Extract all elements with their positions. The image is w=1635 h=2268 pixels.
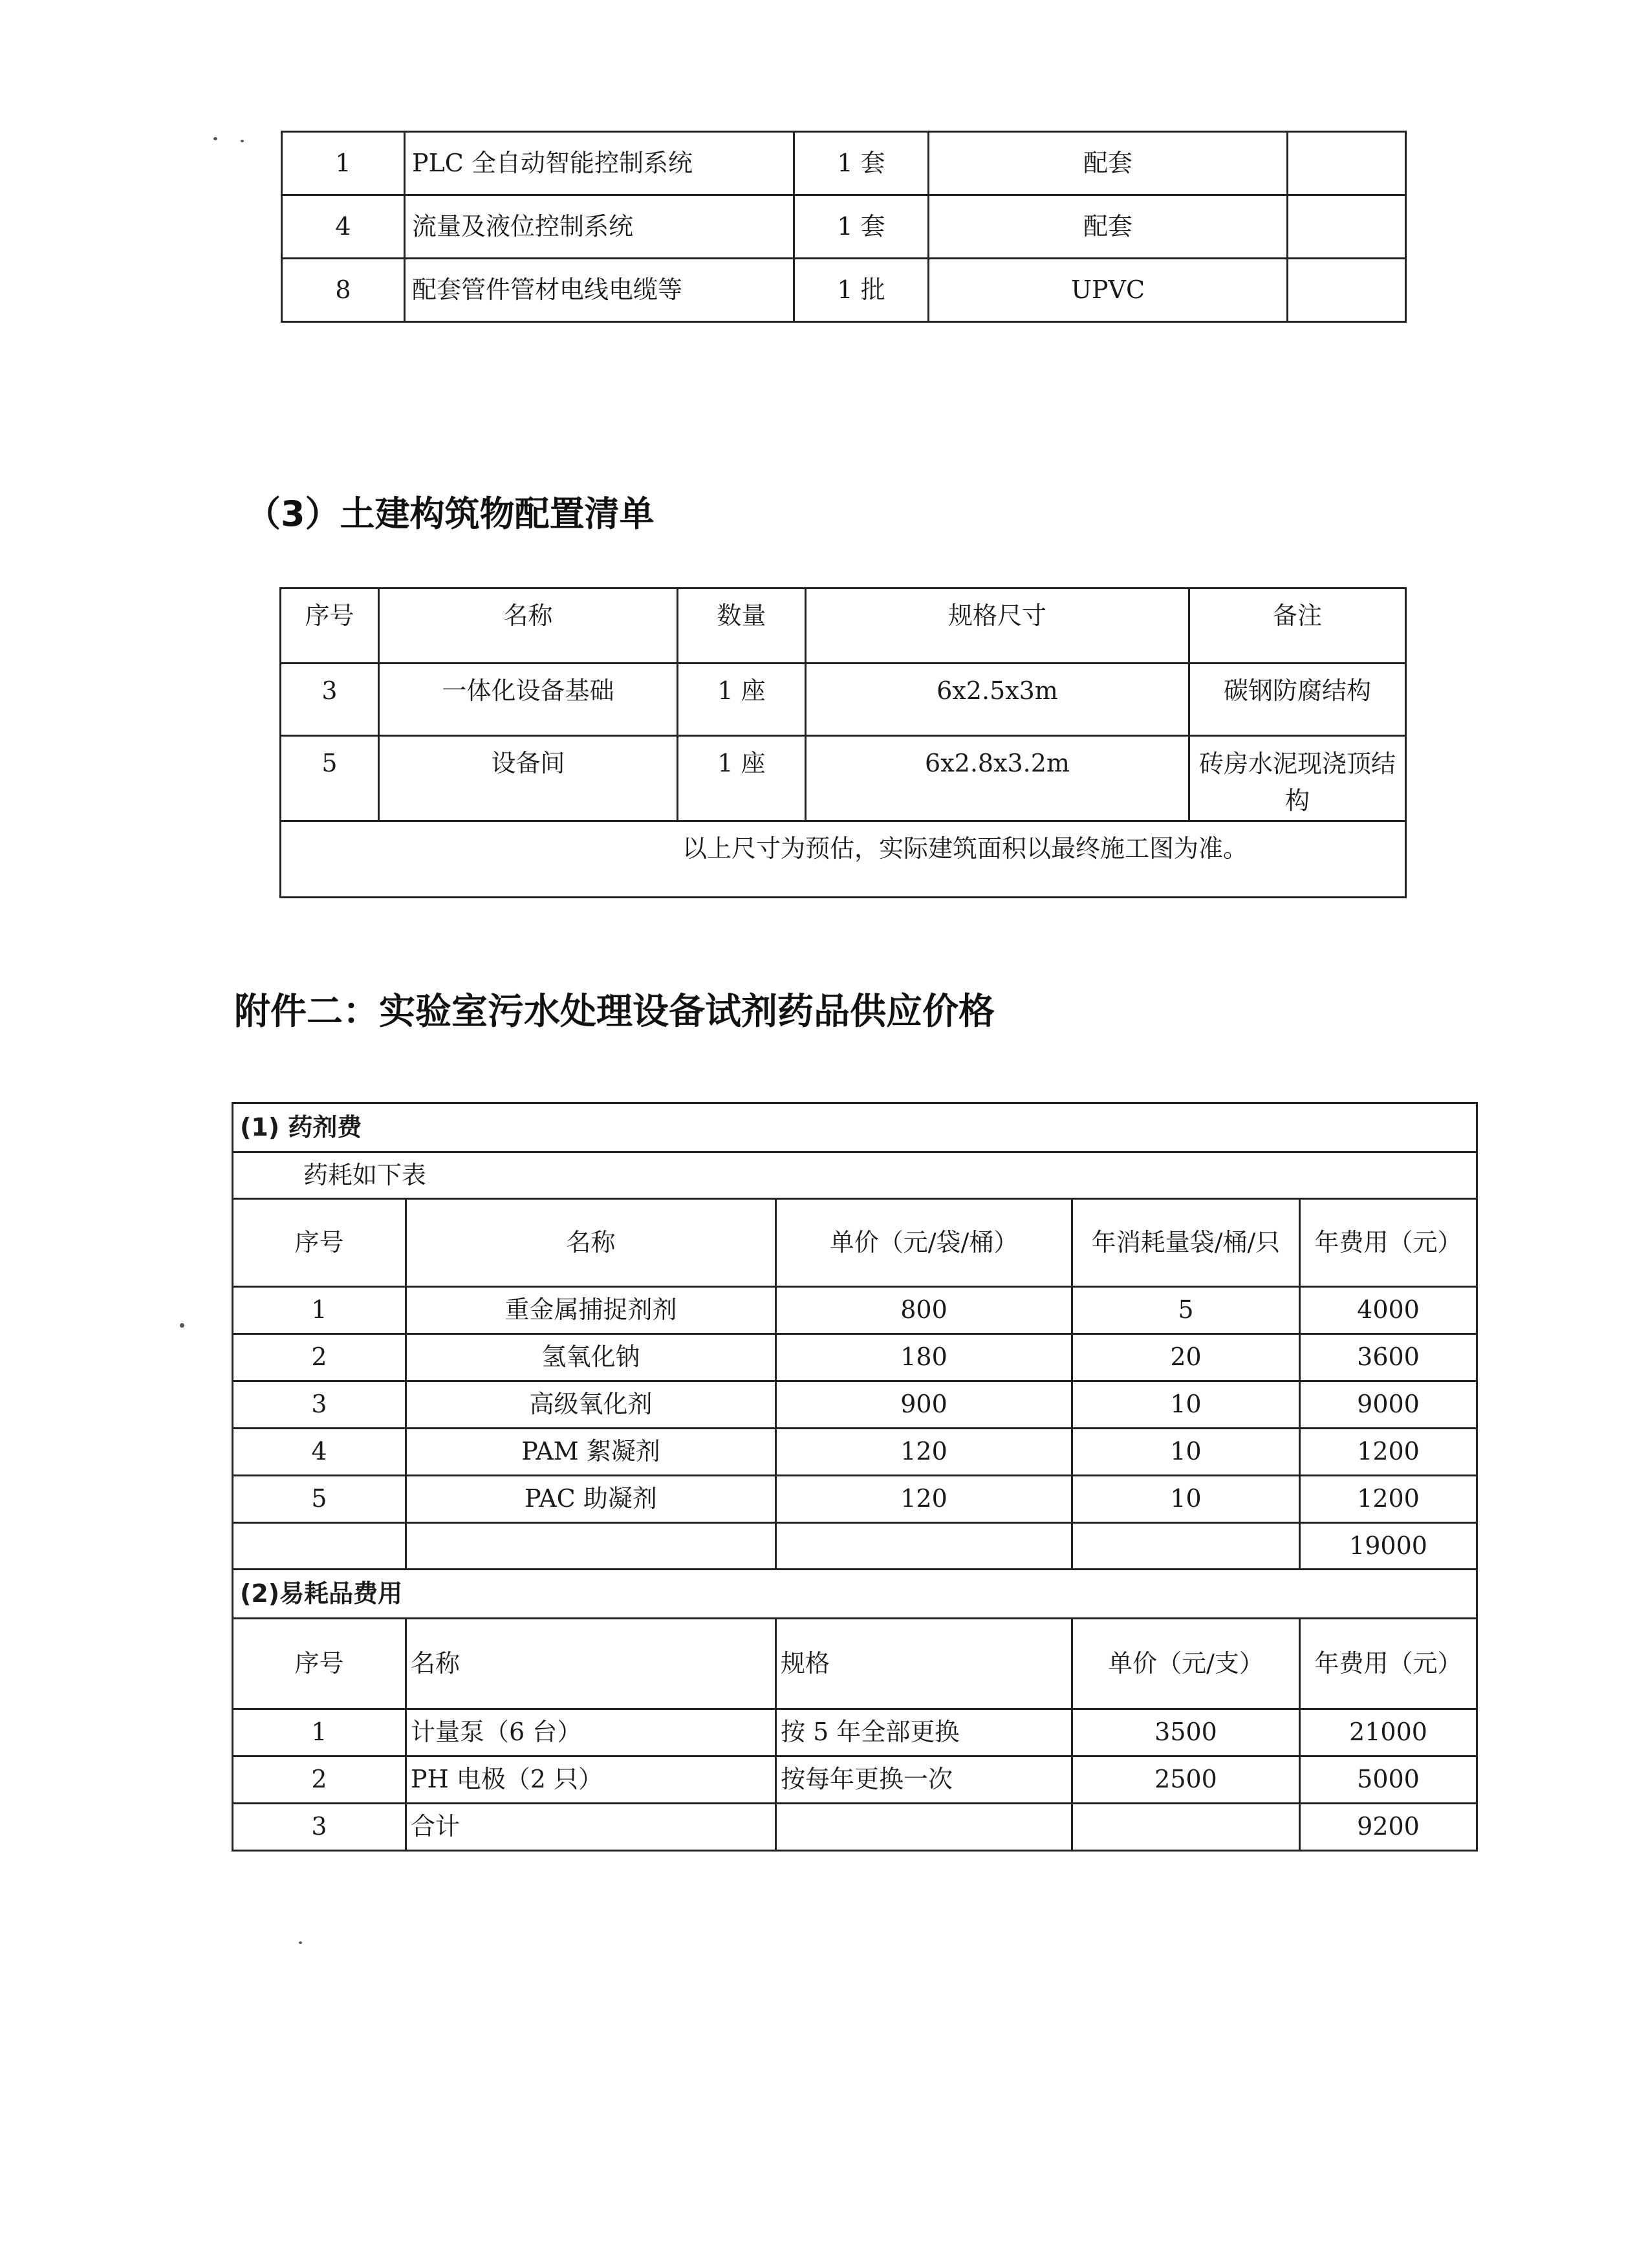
civil-structures-table [279, 587, 1407, 898]
item-name: PLC 全自动智能控制系统 [405, 132, 794, 195]
table-footnote-row [281, 821, 1406, 898]
consumable-name: 计量泵（6 台） [406, 1709, 776, 1756]
row-number: 3 [281, 664, 379, 736]
header-cell: 年费用（元） [1300, 1619, 1477, 1709]
header-cell: 序号 [281, 589, 379, 664]
annual-cost: 9000 [1300, 1381, 1477, 1429]
intro-row [233, 1152, 1477, 1199]
item-name: 配套管件管材电线电缆等 [405, 259, 794, 322]
reagent-name: 重金属捕捉剂剂 [406, 1287, 776, 1334]
header-cell: 规格尺寸 [806, 589, 1189, 664]
table-row [281, 664, 1406, 736]
consumable-name: PH 电极（2 只） [406, 1756, 776, 1804]
item-spec: UPVC [929, 259, 1288, 322]
header-cell: 规格 [776, 1619, 1072, 1709]
structure-quantity: 1 座 [678, 736, 806, 821]
reagent-name: 高级氧化剂 [406, 1381, 776, 1429]
row-number: 1 [233, 1709, 406, 1756]
scan-speck [299, 1941, 302, 1944]
item-name: 流量及液位控制系统 [405, 195, 794, 259]
scan-speck [241, 140, 244, 142]
header-cell: 序号 [233, 1619, 406, 1709]
header-cell: 名称 [406, 1199, 776, 1287]
reagent-name: PAC 助凝剂 [406, 1476, 776, 1523]
section-label-row [233, 1103, 1477, 1152]
annual-cost: 21000 [1300, 1709, 1477, 1756]
section-label-row [233, 1570, 1477, 1619]
row-number: 4 [233, 1429, 406, 1476]
header-cell: 数量 [678, 589, 806, 664]
row-number: 5 [281, 736, 379, 821]
item-quantity: 1 套 [794, 195, 929, 259]
annual-quantity: 20 [1072, 1334, 1300, 1381]
item-quantity: 1 套 [794, 132, 929, 195]
table-header-row [233, 1199, 1477, 1287]
equipment-table [281, 131, 1407, 323]
section-heading: （3）土建构筑物配置清单 [246, 493, 655, 534]
item-spec: 配套 [929, 195, 1288, 259]
reagent-intro: 药耗如下表 [233, 1152, 1477, 1199]
row-number: 1 [282, 132, 405, 195]
annual-quantity: 10 [1072, 1381, 1300, 1429]
table-row [282, 259, 1406, 322]
unit-price: 800 [776, 1287, 1072, 1334]
table-row [233, 1334, 1477, 1381]
annual-cost: 3600 [1300, 1334, 1477, 1381]
row-number: 4 [282, 195, 405, 259]
structure-name: 一体化设备基础 [379, 664, 678, 736]
row-number: 2 [233, 1756, 406, 1804]
table-header-row [233, 1619, 1477, 1709]
structure-name: 设备间 [379, 736, 678, 821]
row-number: 3 [233, 1804, 406, 1851]
structure-note: 砖房水泥现浇顶结构 [1189, 736, 1406, 821]
scan-speck [180, 1323, 184, 1328]
header-cell: 年费用（元） [1300, 1199, 1477, 1287]
header-cell: 序号 [233, 1199, 406, 1287]
header-cell: 单价（元/袋/桶） [776, 1199, 1072, 1287]
reagent-name: PAM 絮凝剂 [406, 1429, 776, 1476]
size-footnote: 以上尺寸为预估，实际建筑面积以最终施工图为准。 [281, 821, 1406, 898]
reagent-section-label: (1) 药剂费 [233, 1103, 1477, 1152]
annual-cost: 1200 [1300, 1476, 1477, 1523]
header-cell: 备注 [1189, 589, 1406, 664]
table-row [233, 1804, 1477, 1851]
structure-size: 6x2.5x3m [806, 664, 1189, 736]
structure-size: 6x2.8x3.2m [806, 736, 1189, 821]
reagent-name: 氢氧化钠 [406, 1334, 776, 1381]
unit-price: 2500 [1072, 1756, 1300, 1804]
table-row [233, 1287, 1477, 1334]
item-note [1288, 132, 1406, 195]
annual-cost: 9200 [1300, 1804, 1477, 1851]
header-cell: 名称 [379, 589, 678, 664]
table-row [233, 1476, 1477, 1523]
item-quantity: 1 批 [794, 259, 929, 322]
scan-speck [213, 137, 217, 140]
item-note [1288, 259, 1406, 322]
row-number: 5 [233, 1476, 406, 1523]
table-row [282, 195, 1406, 259]
annual-quantity: 5 [1072, 1287, 1300, 1334]
header-cell: 名称 [406, 1619, 776, 1709]
unit-price: 120 [776, 1476, 1072, 1523]
structure-quantity: 1 座 [678, 664, 806, 736]
table-row [281, 736, 1406, 821]
total-row [233, 1523, 1477, 1570]
table-row [282, 132, 1406, 195]
unit-price: 3500 [1072, 1709, 1300, 1756]
unit-price [1072, 1804, 1300, 1851]
row-number: 1 [233, 1287, 406, 1334]
row-number: 8 [282, 259, 405, 322]
unit-price: 120 [776, 1429, 1072, 1476]
item-spec: 配套 [929, 132, 1288, 195]
row-number: 2 [233, 1334, 406, 1381]
attachment-heading: 附件二：实验室污水处理设备试剂药品供应价格 [234, 991, 995, 1033]
annual-cost: 1200 [1300, 1429, 1477, 1476]
consumable-spec: 按每年更换一次 [776, 1756, 1072, 1804]
reagent-cost-table [232, 1102, 1478, 1852]
consumable-spec: 按 5 年全部更换 [776, 1709, 1072, 1756]
annual-quantity: 10 [1072, 1429, 1300, 1476]
consumables-section-label: (2)易耗品费用 [233, 1570, 1477, 1619]
unit-price: 180 [776, 1334, 1072, 1381]
table-header-row [281, 589, 1406, 664]
item-note [1288, 195, 1406, 259]
table-row [233, 1709, 1477, 1756]
annual-cost: 4000 [1300, 1287, 1477, 1334]
table-row [233, 1756, 1477, 1804]
unit-price: 900 [776, 1381, 1072, 1429]
structure-note: 碳钢防腐结构 [1189, 664, 1406, 736]
row-number: 3 [233, 1381, 406, 1429]
reagent-total: 19000 [1300, 1523, 1477, 1570]
table-row [233, 1381, 1477, 1429]
header-cell: 单价（元/支） [1072, 1619, 1300, 1709]
annual-quantity: 10 [1072, 1476, 1300, 1523]
consumable-name: 合计 [406, 1804, 776, 1851]
annual-cost: 5000 [1300, 1756, 1477, 1804]
table-row [233, 1429, 1477, 1476]
header-cell: 年消耗量袋/桶/只 [1072, 1199, 1300, 1287]
consumable-spec [776, 1804, 1072, 1851]
